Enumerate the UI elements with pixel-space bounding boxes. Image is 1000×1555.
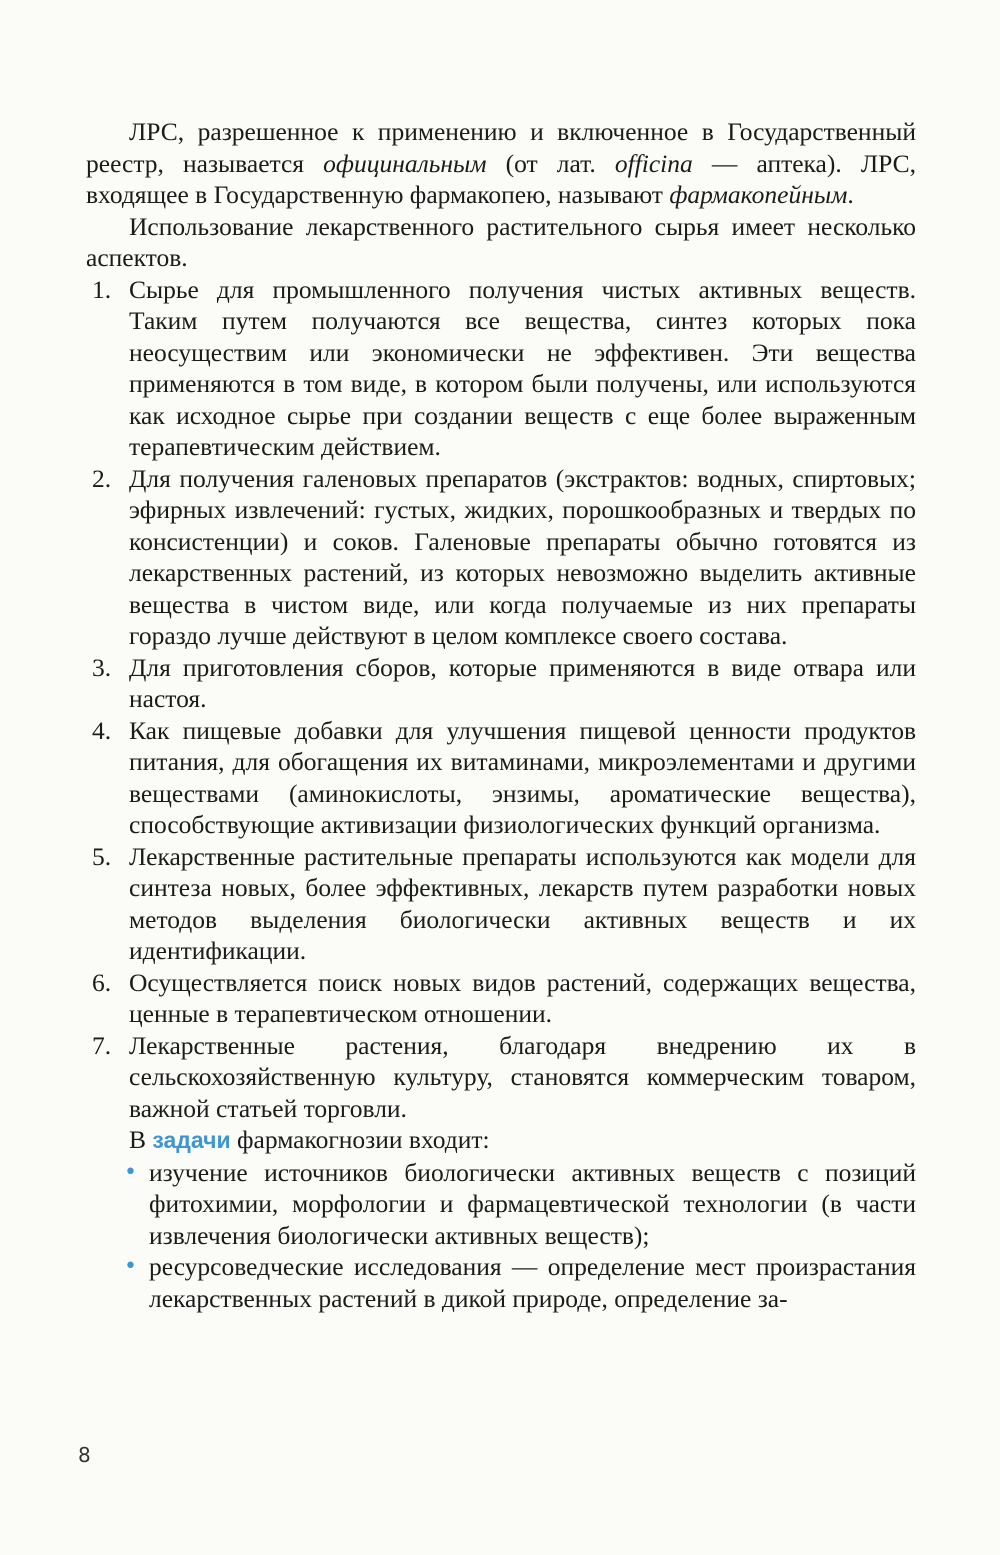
list-number: 2. — [92, 463, 112, 493]
list-number: 4. — [92, 715, 112, 745]
paragraph-official-raw-material — [86, 116, 916, 211]
tasks-list — [86, 1157, 916, 1315]
text-fragment: ЛРС, разрешенное к применению и включенное в Государственный реестр, называется — [86, 117, 916, 178]
text-fragment: В — [129, 1125, 153, 1154]
bullet-icon: • — [124, 1159, 137, 1185]
bullet-item — [86, 1251, 916, 1314]
list-item-text: Лекарственные растительные препараты используются как модели для синтеза новых, более эффективных, лекарств путем разработки новых методов выделения биологически активных веществ и их идентификации. — [129, 841, 916, 965]
list-item-text: Осуществляется поиск новых видов растений, содержащих вещества, ценные в терапевтическом отношении. — [129, 967, 916, 1028]
list-number: 6. — [92, 967, 112, 997]
list-number: 1. — [92, 274, 112, 304]
page-body — [86, 116, 916, 1314]
list-item — [86, 463, 916, 652]
bullet-icon: • — [124, 1254, 137, 1279]
list-item — [86, 1030, 916, 1125]
list-item-text: Для приготовления сборов, которые применяются в виде отвара или настоя. — [129, 652, 916, 713]
list-item — [86, 967, 916, 1030]
list-item-text: Лекарственные растения, благодаря внедрению их в сельскохозяйственную культуру, становятся коммерческим товаром, важной статьей торговли. — [129, 1030, 916, 1123]
tasks-heading-line — [86, 1124, 916, 1157]
list-item-text: Сырье для промышленного получения чистых активных веществ. Таким путем получаются все вещества, синтез которых пока неосуществим или экономически не эффективен. Эти вещества применяются в том виде, в котором были получены, или используются как исходное сырье при создании веществ с еще более выраженным терапевтическим действием. — [129, 274, 916, 461]
page-number: 8 — [78, 1443, 91, 1467]
list-item — [86, 841, 916, 967]
list-number: 7. — [92, 1030, 112, 1060]
list-number: 5. — [92, 841, 112, 871]
list-item — [86, 715, 916, 841]
list-item — [86, 274, 916, 463]
bullet-item-text: изучение источников биологически активных веществ с позиций фитохимии, морфологии и фармацевтической технологии (в части извлечения биологически активных веществ); — [149, 1157, 916, 1250]
bullet-item-text: ресурсоведческие исследования — определение мест произрастания лекарственных растений в дикой природе, определение за- — [149, 1252, 916, 1313]
aspects-list — [86, 274, 916, 1125]
list-item — [86, 652, 916, 715]
term-official: официнальным — [323, 148, 487, 178]
list-number: 3. — [92, 652, 112, 682]
text-fragment: (от лат. — [486, 148, 615, 178]
latin-term: officina — [614, 148, 693, 178]
text-fragment: — аптека). ЛРС, входящее в Государственную фармакопею, называют — [86, 148, 916, 209]
term-pharmacopoeial: фармакопейным — [669, 180, 848, 209]
bullet-item — [86, 1157, 916, 1252]
text-fragment: . — [847, 180, 854, 209]
keyword-tasks: задачи — [152, 1127, 231, 1153]
paragraph-aspects-intro: Использование лекарственного растительного сырья имеет несколько аспектов. — [86, 211, 916, 272]
text-fragment: фармакогнозии входит: — [230, 1125, 490, 1154]
list-item-text: Как пищевые добавки для улучшения пищевой ценности продуктов питания, для обогащения их витаминами, микроэлементами и другими веществами (аминокислоты, энзимы, ароматические вещества), способствующие активизации физиологических функций организма. — [129, 715, 916, 839]
list-item-text: Для получения галеновых препаратов (экстрактов: водных, спиртовых; эфирных извлечений: густых, жидких, порошкообразных и твердых по консистенции) и соков. Галеновые препараты обычно готовятся из лекарственных растений, из которых невозможно выделить активные вещества в чистом виде, или когда получаемые из них препараты гораздо лучше действуют в целом комплексе своего состава. — [129, 463, 916, 650]
